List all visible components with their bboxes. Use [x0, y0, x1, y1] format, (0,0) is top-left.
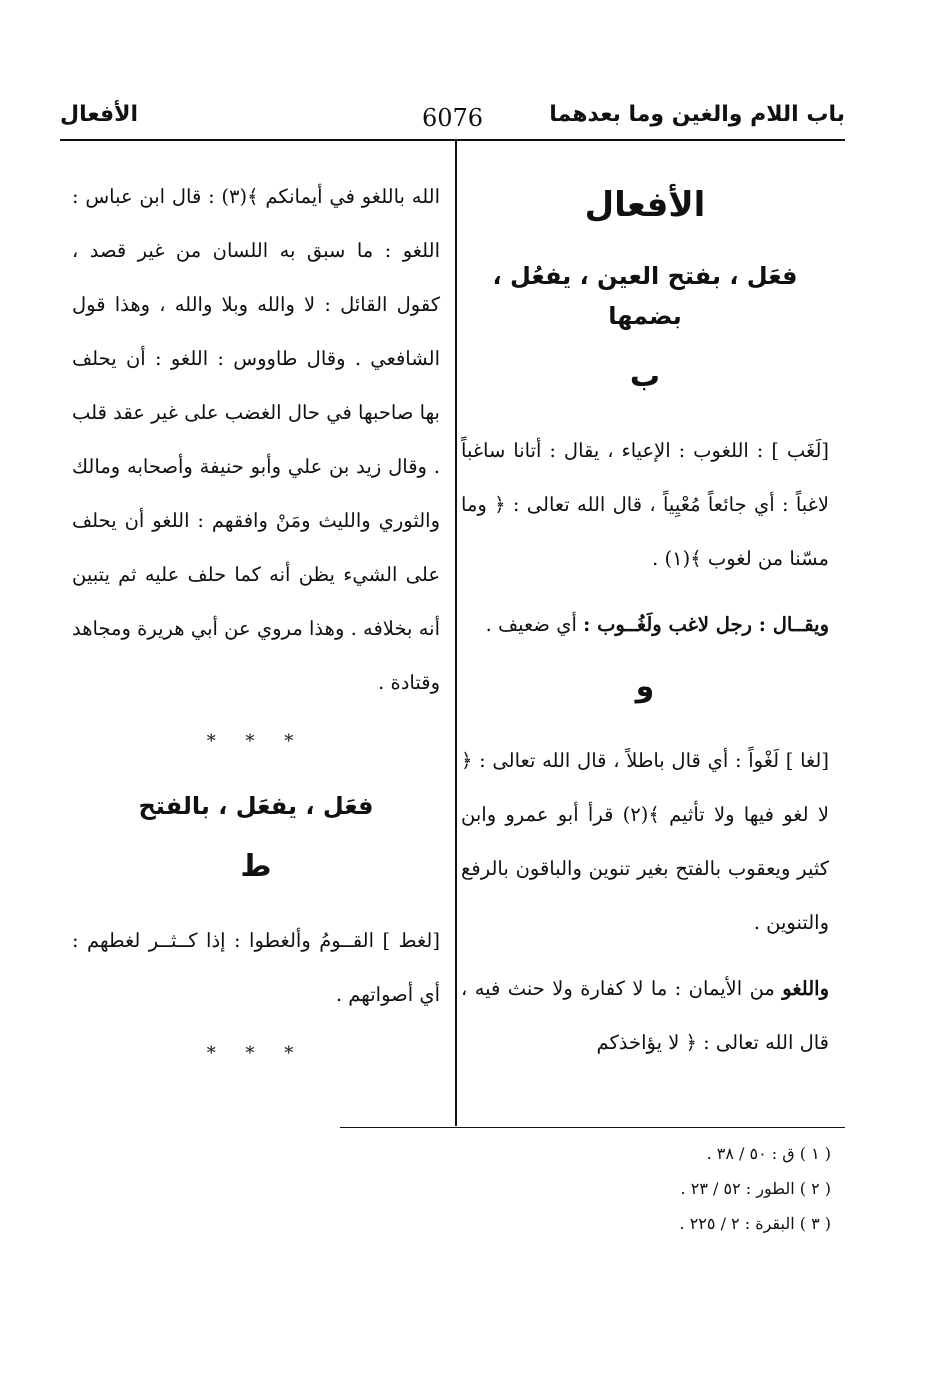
- entry-laghab: [لَغَب ] : اللغوب : الإعياء ، يقال : أتانا ساغباً لاغباً : أي جائعاً مُعْيِياً ، قال الله تعالى : ﴿ وما مسّنا من لغوب ﴾(١) .: [461, 439, 829, 570]
- letter-heading-t: ط: [240, 849, 272, 884]
- letter-heading-b: ب: [629, 359, 661, 394]
- entry-allaghw-text: من الأيمان : ما لا كفارة ولا حنث فيه ، قال الله تعالى : ﴿ لا يؤاخذكم: [461, 977, 829, 1054]
- entry-allaghw-continued: الله باللغو في أيمانكم ﴾(٣) : قال ابن عباس : اللغو : ما سبق به اللسان من غير قصد ، كقول القائل : لا والله وبلا والله ، وهذا قول الشافعي . وقال طاووس : اللغو : أن يحلف بها صاحبها في حال الغضب على غير عقد قلب . وقال زيد بن علي وأبو حنيفة وأصحابه ومالك والثوري والليث ومَنْ وافقهم : اللغو أن يحلف على الشيء يظن أنه كما حلف عليه ثم يتبين أنه بخلافه . وهذا مروي عن أبي هريرة ومجاهد وقتادة .: [72, 185, 441, 694]
- entry-allaghw: [461, 962, 829, 1070]
- main-heading: الأفعال: [584, 185, 706, 225]
- footnote-rule: [340, 1127, 845, 1128]
- footnote-3: ( ٣ ) البقرة : ٢ / ٢٢٥ .: [679, 1214, 831, 1233]
- page-header: [60, 98, 845, 134]
- entry-laghib-text: أي ضعيف .: [485, 613, 584, 636]
- entry-laghat: [لغط ] القــومُ وألغطوا : إذا كــثــر لغطهم : أي أصواتهم .: [72, 929, 440, 1006]
- footnotes: [351, 1136, 831, 1241]
- page-number: 6076: [421, 104, 484, 132]
- entry-allaghw-head: واللغو: [782, 977, 829, 1000]
- entry-laghib-head: ويقــال : رجل لاغب ولَغُــوب :: [583, 613, 829, 636]
- column-divider: [455, 141, 457, 1126]
- entry-lagha: [لغا ] لَغْواً : أي قال باطلاً ، قال الله تعالى : ﴿ لا لغو فيها ولا تأثيم ﴾(٢) قرأ أبو عمرو وابن كثير ويعقوب بالفتح بغير تنوين والباقون بالرفع والتنوين .: [461, 749, 829, 934]
- section-title: الأفعال: [60, 102, 139, 127]
- letter-heading-w: و: [635, 669, 655, 704]
- left-column: [72, 170, 440, 1098]
- chapter-title: باب اللام والغين وما بعدهما: [549, 102, 845, 127]
- verb-pattern-heading-2: فعَل ، يفعَل ، بالفتح: [138, 792, 374, 820]
- footnote-1: ( ١ ) ق : ٥٠ / ٣٨ .: [706, 1144, 831, 1163]
- section-separator: * * *: [206, 731, 306, 752]
- verb-pattern-heading: فعَل ، بفتح العين ، يفعُل ، بضمها: [492, 262, 798, 330]
- header-rule: [60, 139, 845, 141]
- section-separator-2: * * *: [206, 1043, 306, 1064]
- footnote-2: ( ٢ ) الطور : ٥٢ / ٢٣ .: [680, 1179, 831, 1198]
- entry-laghib: [461, 598, 829, 652]
- right-column: [461, 170, 829, 1082]
